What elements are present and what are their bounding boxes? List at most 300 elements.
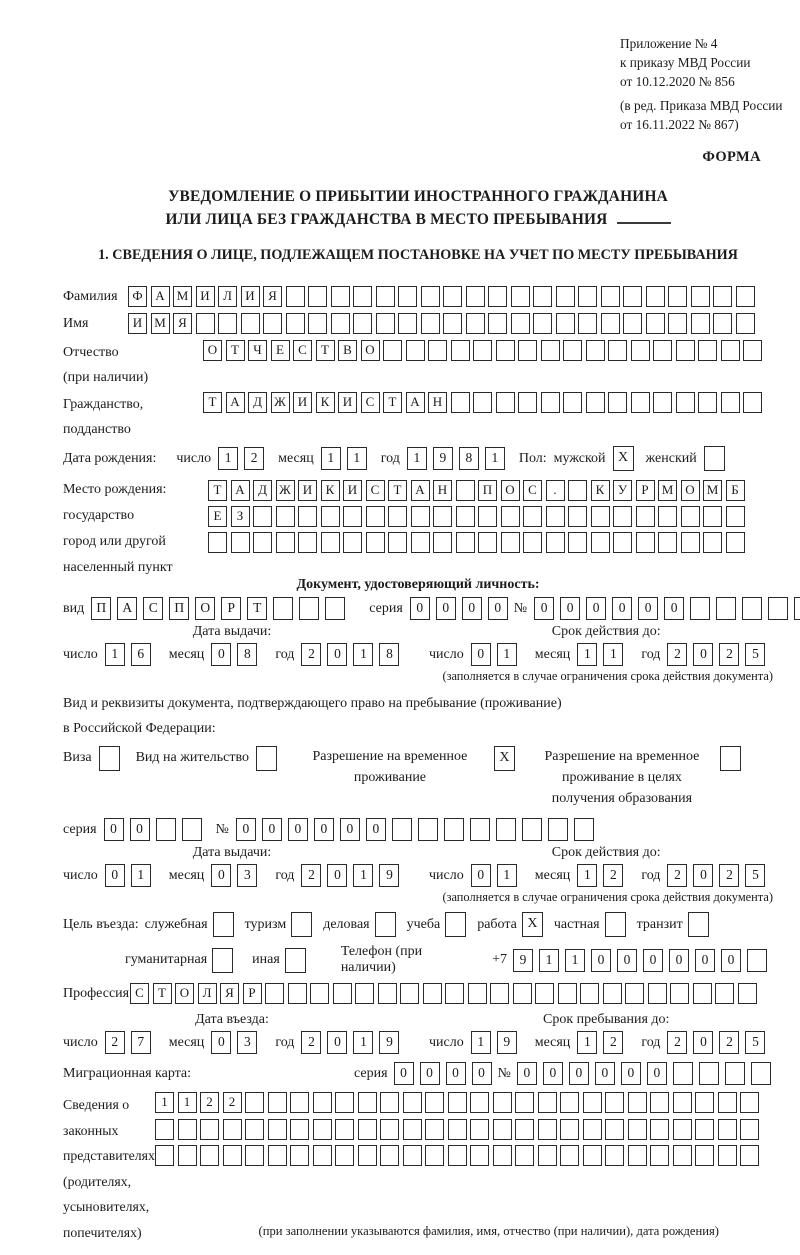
char-box[interactable] [591, 506, 610, 527]
char-box[interactable] [515, 1119, 534, 1140]
char-box[interactable] [245, 1092, 264, 1113]
char-box[interactable]: 0 [471, 864, 491, 887]
char-box[interactable] [355, 983, 374, 1004]
char-box[interactable] [768, 597, 788, 620]
char-box[interactable] [533, 286, 552, 307]
char-box[interactable] [268, 1092, 287, 1113]
char-box[interactable] [433, 532, 452, 553]
char-box[interactable] [703, 506, 722, 527]
char-box[interactable]: Д [248, 392, 267, 413]
char-box[interactable]: И [338, 392, 357, 413]
char-box[interactable] [501, 532, 520, 553]
char-box[interactable]: 7 [131, 1031, 151, 1054]
char-box[interactable]: К [321, 480, 340, 501]
char-box[interactable] [698, 392, 717, 413]
char-box[interactable]: Ж [276, 480, 295, 501]
char-box[interactable] [223, 1119, 242, 1140]
char-box[interactable] [253, 506, 272, 527]
char-box[interactable]: 3 [237, 864, 257, 887]
char-box[interactable]: А [151, 286, 170, 307]
char-box[interactable]: 1 [485, 447, 505, 470]
char-box[interactable]: Я [173, 313, 192, 334]
char-box[interactable]: 0 [366, 818, 386, 841]
char-box[interactable]: 9 [379, 864, 399, 887]
char-box[interactable]: Н [433, 480, 452, 501]
char-box[interactable] [670, 983, 689, 1004]
char-box[interactable] [265, 983, 284, 1004]
char-box[interactable]: Н [428, 392, 447, 413]
char-box[interactable]: Ф [128, 286, 147, 307]
char-box[interactable] [631, 392, 650, 413]
char-box[interactable] [522, 818, 542, 841]
char-box[interactable] [631, 340, 650, 361]
char-box[interactable] [403, 1119, 422, 1140]
char-box[interactable] [650, 1092, 669, 1113]
char-box[interactable]: Д [253, 480, 272, 501]
char-box[interactable] [231, 532, 250, 553]
char-box[interactable] [343, 506, 362, 527]
char-box[interactable]: 1 [353, 1031, 373, 1054]
char-box[interactable] [286, 313, 305, 334]
char-box[interactable] [488, 313, 507, 334]
char-box[interactable] [713, 286, 732, 307]
char-box[interactable] [556, 286, 575, 307]
char-box[interactable]: Л [218, 286, 237, 307]
char-box[interactable]: 0 [517, 1062, 537, 1085]
char-box[interactable] [716, 597, 736, 620]
char-box[interactable] [421, 313, 440, 334]
char-box[interactable] [740, 1119, 759, 1140]
char-box[interactable]: 0 [314, 818, 334, 841]
char-box[interactable] [376, 286, 395, 307]
char-box[interactable] [288, 983, 307, 1004]
char-box[interactable] [456, 506, 475, 527]
char-box[interactable]: 0 [617, 949, 637, 972]
char-box[interactable]: 0 [211, 864, 231, 887]
char-box[interactable] [358, 1119, 377, 1140]
char-box[interactable] [428, 340, 447, 361]
char-box[interactable] [388, 506, 407, 527]
char-box[interactable] [583, 1092, 602, 1113]
char-box[interactable] [541, 392, 560, 413]
char-box[interactable] [478, 532, 497, 553]
char-box[interactable]: 0 [591, 949, 611, 972]
char-box[interactable] [515, 1092, 534, 1113]
purpose-business-checkbox[interactable] [375, 912, 396, 937]
char-box[interactable]: 0 [664, 597, 684, 620]
char-box[interactable]: 0 [647, 1062, 667, 1085]
char-box[interactable] [580, 983, 599, 1004]
char-box[interactable] [241, 313, 260, 334]
char-box[interactable] [533, 313, 552, 334]
char-box[interactable] [628, 1119, 647, 1140]
char-box[interactable] [444, 818, 464, 841]
char-box[interactable] [470, 818, 490, 841]
char-box[interactable] [695, 1092, 714, 1113]
char-box[interactable] [380, 1092, 399, 1113]
char-box[interactable] [493, 1119, 512, 1140]
char-box[interactable] [425, 1092, 444, 1113]
char-box[interactable] [456, 480, 475, 501]
char-box[interactable]: 0 [462, 597, 482, 620]
char-box[interactable] [331, 286, 350, 307]
char-box[interactable] [470, 1092, 489, 1113]
purpose-tourism-checkbox[interactable] [291, 912, 312, 937]
char-box[interactable] [658, 532, 677, 553]
char-box[interactable]: 1 [131, 864, 151, 887]
char-box[interactable] [513, 983, 532, 1004]
char-box[interactable]: К [316, 392, 335, 413]
char-box[interactable]: 2 [719, 1031, 739, 1054]
char-box[interactable] [448, 1092, 467, 1113]
char-box[interactable]: 1 [353, 864, 373, 887]
char-box[interactable] [718, 1119, 737, 1140]
char-box[interactable] [538, 1092, 557, 1113]
char-box[interactable] [313, 1119, 332, 1140]
char-box[interactable] [690, 597, 710, 620]
char-box[interactable] [456, 532, 475, 553]
char-box[interactable]: И [298, 480, 317, 501]
char-box[interactable]: Л [198, 983, 217, 1004]
char-box[interactable] [425, 1119, 444, 1140]
char-box[interactable] [310, 983, 329, 1004]
char-box[interactable] [747, 949, 767, 972]
char-box[interactable] [676, 340, 695, 361]
char-box[interactable]: И [128, 313, 147, 334]
char-box[interactable]: 2 [603, 864, 623, 887]
char-box[interactable]: А [411, 480, 430, 501]
char-box[interactable] [263, 313, 282, 334]
char-box[interactable]: 1 [577, 643, 597, 666]
char-box[interactable] [726, 506, 745, 527]
char-box[interactable] [738, 983, 757, 1004]
char-box[interactable] [623, 286, 642, 307]
char-box[interactable]: С [366, 480, 385, 501]
char-box[interactable]: 0 [669, 949, 689, 972]
char-box[interactable]: 1 [497, 643, 517, 666]
char-box[interactable]: С [130, 983, 149, 1004]
char-box[interactable]: М [703, 480, 722, 501]
char-box[interactable] [423, 983, 442, 1004]
char-box[interactable]: 0 [130, 818, 150, 841]
char-box[interactable]: 0 [262, 818, 282, 841]
char-box[interactable] [673, 1062, 693, 1085]
char-box[interactable] [591, 532, 610, 553]
char-box[interactable] [490, 983, 509, 1004]
char-box[interactable] [196, 313, 215, 334]
purpose-study-checkbox[interactable] [445, 912, 466, 937]
char-box[interactable]: 1 [347, 447, 367, 470]
char-box[interactable] [156, 818, 176, 841]
char-box[interactable] [691, 286, 710, 307]
char-box[interactable] [178, 1119, 197, 1140]
char-box[interactable] [751, 1062, 771, 1085]
char-box[interactable] [628, 1092, 647, 1113]
char-box[interactable] [560, 1119, 579, 1140]
char-box[interactable] [736, 313, 755, 334]
char-box[interactable] [406, 340, 425, 361]
char-box[interactable] [411, 506, 430, 527]
char-box[interactable] [276, 506, 295, 527]
char-box[interactable] [668, 286, 687, 307]
char-box[interactable]: 0 [410, 597, 430, 620]
char-box[interactable]: И [196, 286, 215, 307]
char-box[interactable] [568, 480, 587, 501]
char-box[interactable] [605, 1119, 624, 1140]
char-box[interactable]: 1 [577, 864, 597, 887]
char-box[interactable] [676, 392, 695, 413]
char-box[interactable]: 0 [327, 1031, 347, 1054]
char-box[interactable]: О [681, 480, 700, 501]
purpose-humanitarian-checkbox[interactable] [212, 948, 233, 973]
sex-male-checkbox[interactable]: X [613, 446, 634, 471]
char-box[interactable] [613, 506, 632, 527]
char-box[interactable] [496, 340, 515, 361]
char-box[interactable] [298, 532, 317, 553]
char-box[interactable] [743, 340, 762, 361]
char-box[interactable] [392, 818, 412, 841]
char-box[interactable]: П [169, 597, 189, 620]
char-box[interactable]: Т [208, 480, 227, 501]
char-box[interactable]: Е [208, 506, 227, 527]
char-box[interactable]: 0 [104, 818, 124, 841]
char-box[interactable]: 0 [420, 1062, 440, 1085]
char-box[interactable] [501, 506, 520, 527]
char-box[interactable] [636, 532, 655, 553]
char-box[interactable] [433, 506, 452, 527]
char-box[interactable] [182, 818, 202, 841]
char-box[interactable] [421, 286, 440, 307]
char-box[interactable]: 0 [488, 597, 508, 620]
char-box[interactable]: 1 [178, 1092, 197, 1113]
char-box[interactable]: 0 [288, 818, 308, 841]
char-box[interactable]: 0 [569, 1062, 589, 1085]
char-box[interactable]: 0 [105, 864, 125, 887]
char-box[interactable] [560, 1092, 579, 1113]
char-box[interactable]: 2 [667, 1031, 687, 1054]
char-box[interactable] [473, 340, 492, 361]
residence-permit-checkbox[interactable] [256, 746, 277, 771]
purpose-other-checkbox[interactable] [285, 948, 306, 973]
char-box[interactable] [411, 532, 430, 553]
char-box[interactable] [699, 1062, 719, 1085]
char-box[interactable]: Я [263, 286, 282, 307]
char-box[interactable] [740, 1092, 759, 1113]
char-box[interactable]: Т [226, 340, 245, 361]
char-box[interactable]: 0 [612, 597, 632, 620]
char-box[interactable] [718, 1092, 737, 1113]
char-box[interactable]: . [546, 480, 565, 501]
char-box[interactable] [578, 313, 597, 334]
char-box[interactable] [343, 532, 362, 553]
char-box[interactable]: И [343, 480, 362, 501]
char-box[interactable]: 0 [236, 818, 256, 841]
char-box[interactable]: 0 [211, 643, 231, 666]
char-box[interactable] [286, 286, 305, 307]
char-box[interactable]: В [338, 340, 357, 361]
char-box[interactable]: 2 [301, 643, 321, 666]
char-box[interactable]: 9 [513, 949, 533, 972]
char-box[interactable]: 1 [353, 643, 373, 666]
char-box[interactable] [496, 392, 515, 413]
char-box[interactable]: П [478, 480, 497, 501]
char-box[interactable]: Т [388, 480, 407, 501]
char-box[interactable] [496, 818, 516, 841]
char-box[interactable]: 0 [436, 597, 456, 620]
char-box[interactable]: З [231, 506, 250, 527]
char-box[interactable]: О [501, 480, 520, 501]
char-box[interactable] [636, 506, 655, 527]
char-box[interactable] [218, 313, 237, 334]
char-box[interactable] [623, 313, 642, 334]
char-box[interactable]: 9 [379, 1031, 399, 1054]
char-box[interactable] [673, 1092, 692, 1113]
char-box[interactable] [558, 983, 577, 1004]
char-box[interactable]: Т [247, 597, 267, 620]
purpose-private-checkbox[interactable] [605, 912, 626, 937]
char-box[interactable] [321, 506, 340, 527]
char-box[interactable] [523, 506, 542, 527]
char-box[interactable]: 2 [223, 1092, 242, 1113]
char-box[interactable] [443, 313, 462, 334]
char-box[interactable]: И [241, 286, 260, 307]
char-box[interactable] [601, 313, 620, 334]
char-box[interactable] [523, 532, 542, 553]
char-box[interactable]: 2 [719, 643, 739, 666]
char-box[interactable] [726, 532, 745, 553]
char-box[interactable] [650, 1119, 669, 1140]
char-box[interactable]: 2 [105, 1031, 125, 1054]
char-box[interactable] [290, 1092, 309, 1113]
char-box[interactable]: 9 [497, 1031, 517, 1054]
char-box[interactable]: 0 [621, 1062, 641, 1085]
char-box[interactable]: 1 [105, 643, 125, 666]
char-box[interactable] [335, 1119, 354, 1140]
char-box[interactable] [358, 1092, 377, 1113]
char-box[interactable]: 1 [497, 864, 517, 887]
char-box[interactable] [353, 286, 372, 307]
purpose-transit-checkbox[interactable] [688, 912, 709, 937]
char-box[interactable] [245, 1119, 264, 1140]
char-box[interactable]: Ж [271, 392, 290, 413]
char-box[interactable] [574, 818, 594, 841]
char-box[interactable]: Р [636, 480, 655, 501]
char-box[interactable] [308, 286, 327, 307]
char-box[interactable]: 0 [693, 1031, 713, 1054]
char-box[interactable] [376, 313, 395, 334]
char-box[interactable]: 0 [327, 643, 347, 666]
char-box[interactable] [276, 532, 295, 553]
char-box[interactable]: 5 [745, 643, 765, 666]
char-box[interactable]: А [406, 392, 425, 413]
char-box[interactable] [488, 286, 507, 307]
char-box[interactable] [725, 1062, 745, 1085]
char-box[interactable] [468, 983, 487, 1004]
char-box[interactable] [691, 313, 710, 334]
char-box[interactable]: 0 [340, 818, 360, 841]
char-box[interactable] [418, 818, 438, 841]
char-box[interactable] [568, 532, 587, 553]
char-box[interactable] [646, 286, 665, 307]
char-box[interactable]: 0 [446, 1062, 466, 1085]
char-box[interactable]: М [151, 313, 170, 334]
char-box[interactable] [366, 506, 385, 527]
char-box[interactable] [333, 983, 352, 1004]
char-box[interactable] [518, 340, 537, 361]
char-box[interactable] [290, 1119, 309, 1140]
char-box[interactable]: 0 [693, 864, 713, 887]
char-box[interactable]: 1 [539, 949, 559, 972]
char-box[interactable]: 0 [472, 1062, 492, 1085]
char-box[interactable]: 5 [745, 1031, 765, 1054]
char-box[interactable] [578, 286, 597, 307]
char-box[interactable]: 1 [471, 1031, 491, 1054]
char-box[interactable]: Т [203, 392, 222, 413]
char-box[interactable] [794, 597, 800, 620]
char-box[interactable] [703, 532, 722, 553]
char-box[interactable] [653, 392, 672, 413]
char-box[interactable] [563, 392, 582, 413]
char-box[interactable]: О [361, 340, 380, 361]
char-box[interactable] [470, 1119, 489, 1140]
char-box[interactable] [695, 1119, 714, 1140]
char-box[interactable] [445, 983, 464, 1004]
char-box[interactable] [253, 532, 272, 553]
char-box[interactable] [608, 340, 627, 361]
char-box[interactable] [648, 983, 667, 1004]
char-box[interactable]: Р [243, 983, 262, 1004]
char-box[interactable]: 0 [695, 949, 715, 972]
char-box[interactable] [273, 597, 293, 620]
char-box[interactable] [742, 597, 762, 620]
char-box[interactable]: К [591, 480, 610, 501]
char-box[interactable] [299, 597, 319, 620]
char-box[interactable] [466, 313, 485, 334]
char-box[interactable]: 8 [237, 643, 257, 666]
char-box[interactable]: Я [220, 983, 239, 1004]
char-box[interactable]: 1 [577, 1031, 597, 1054]
char-box[interactable] [383, 340, 402, 361]
char-box[interactable]: Ч [248, 340, 267, 361]
char-box[interactable] [653, 340, 672, 361]
char-box[interactable]: 9 [433, 447, 453, 470]
char-box[interactable] [378, 983, 397, 1004]
char-box[interactable] [721, 340, 740, 361]
char-box[interactable] [586, 392, 605, 413]
char-box[interactable]: С [361, 392, 380, 413]
char-box[interactable] [713, 313, 732, 334]
char-box[interactable] [208, 532, 227, 553]
char-box[interactable] [625, 983, 644, 1004]
char-box[interactable] [331, 313, 350, 334]
char-box[interactable] [473, 392, 492, 413]
char-box[interactable]: С [143, 597, 163, 620]
char-box[interactable]: М [658, 480, 677, 501]
char-box[interactable]: 0 [721, 949, 741, 972]
purpose-official-checkbox[interactable] [213, 912, 234, 937]
char-box[interactable] [613, 532, 632, 553]
char-box[interactable]: И [293, 392, 312, 413]
sex-female-checkbox[interactable] [704, 446, 725, 471]
char-box[interactable]: Т [316, 340, 335, 361]
char-box[interactable] [298, 506, 317, 527]
char-box[interactable]: С [523, 480, 542, 501]
char-box[interactable] [546, 532, 565, 553]
char-box[interactable] [715, 983, 734, 1004]
char-box[interactable] [541, 340, 560, 361]
char-box[interactable]: 2 [200, 1092, 219, 1113]
temporary-residence-checkbox[interactable]: X [494, 746, 515, 771]
